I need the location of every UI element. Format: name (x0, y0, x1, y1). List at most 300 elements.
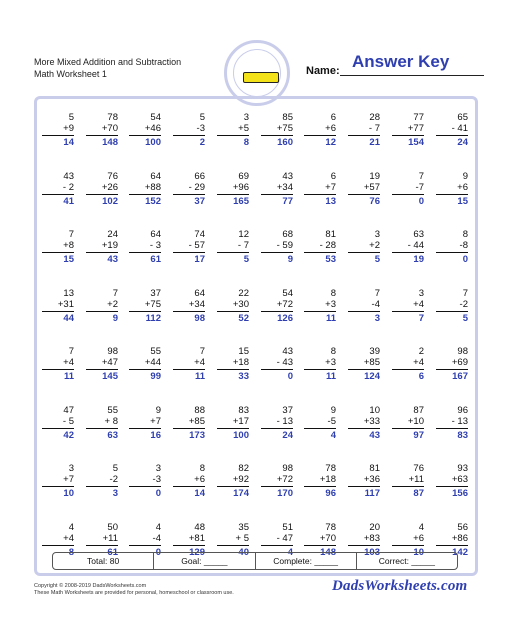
problem-answer: 0 (418, 195, 424, 207)
copyright-line-1: Copyright © 2008-2019 DadsWorksheets.com (34, 583, 147, 589)
problem-top-number: 87 (413, 404, 424, 416)
problem-top-number: 6 (330, 112, 336, 123)
problem-answer: 13 (325, 195, 336, 207)
problem-top-number: 63 (413, 229, 424, 240)
problem-top-number: 8 (199, 463, 205, 474)
problem-answer: 11 (325, 371, 336, 382)
problem-answer: 10 (63, 488, 74, 499)
problem-operand: - 5 (62, 415, 74, 427)
problem-rule (348, 194, 380, 195)
problem-top-number: 98 (282, 463, 293, 474)
problem-operand: +7 (150, 415, 161, 427)
problem-answer: 3 (374, 312, 380, 324)
problem-operand: +4 (413, 357, 424, 368)
problem-top-number: 7 (112, 287, 118, 299)
problem-answer: 87 (413, 488, 424, 499)
problem-rule (129, 486, 161, 487)
problem-answer: 52 (238, 312, 249, 324)
problem-rule (42, 428, 74, 429)
problem-answer: 129 (189, 546, 205, 558)
problem-rule (173, 369, 205, 370)
problem-operand: +6 (457, 181, 468, 193)
problem-top-number: 65 (457, 112, 468, 123)
problem-answer: 15 (63, 254, 74, 265)
problem-answer: 43 (369, 429, 380, 441)
math-problem (169, 229, 205, 265)
problem-operand: +34 (276, 181, 293, 193)
math-problem (125, 229, 161, 265)
math-problem (432, 463, 468, 499)
problem-operand: +34 (188, 298, 205, 310)
problem-operand: +18 (319, 474, 336, 485)
math-problem (344, 288, 380, 324)
math-problem (213, 171, 249, 207)
problem-rule (348, 252, 380, 253)
math-problem (344, 463, 380, 499)
problem-top-number: 9 (462, 170, 468, 182)
problem-operand: +33 (363, 415, 380, 427)
problem-rule (129, 545, 161, 546)
problem-operand: +70 (101, 123, 118, 134)
problem-operand: +47 (101, 357, 118, 368)
problem-operand: +17 (232, 415, 249, 427)
problem-operand: +30 (232, 298, 249, 310)
problem-operand: +96 (232, 181, 249, 193)
problem-rule (304, 486, 336, 487)
problem-rule (42, 545, 74, 546)
problem-answer: 102 (102, 195, 118, 207)
problem-rule (392, 486, 424, 487)
worksheet-title (34, 56, 181, 80)
math-problem (82, 463, 118, 499)
problem-answer: 2 (199, 137, 205, 148)
dadsworksheets-logo: DadsWorksheets.com (332, 578, 468, 594)
math-problem (257, 463, 293, 499)
problem-answer: 40 (238, 546, 249, 558)
math-problem (125, 112, 161, 148)
problem-top-number: 19 (369, 170, 380, 182)
problem-answer: 100 (233, 429, 249, 441)
problem-rule (304, 545, 336, 546)
problem-answer: 8 (68, 546, 74, 558)
problem-operand: +70 (319, 532, 336, 544)
math-problem (125, 346, 161, 382)
problem-top-number: 69 (238, 170, 249, 182)
correct-field: Correct: _____ (378, 556, 435, 566)
problem-top-number: 55 (107, 404, 118, 416)
problem-top-number: 8 (462, 229, 468, 240)
math-problem (388, 171, 424, 207)
problem-answer: 77 (282, 195, 293, 207)
problem-top-number: 55 (150, 346, 161, 357)
problem-answer: 0 (155, 546, 161, 558)
problem-answer: 10 (413, 546, 424, 558)
problem-answer: 103 (364, 546, 380, 558)
problem-answer: 156 (452, 488, 468, 499)
problem-answer: 148 (102, 137, 118, 148)
problem-operand: +7 (325, 181, 336, 193)
problem-rule (348, 486, 380, 487)
problem-rule (392, 194, 424, 195)
problem-rule (86, 486, 118, 487)
problem-top-number: 98 (107, 346, 118, 357)
problem-operand: +6 (194, 474, 205, 485)
math-problem (257, 405, 293, 441)
math-problem (169, 346, 205, 382)
math-problem (388, 405, 424, 441)
problem-answer: 21 (369, 137, 380, 148)
problem-rule (217, 135, 249, 136)
math-problem (388, 288, 424, 324)
math-problem (300, 405, 336, 441)
problem-top-number: 43 (63, 170, 74, 182)
problem-operand: -2 (459, 298, 468, 310)
problem-rule (261, 252, 293, 253)
name-label: Name: (306, 65, 340, 77)
problem-answer: 37 (194, 195, 205, 207)
problem-operand: +83 (363, 532, 380, 544)
problem-operand: +9 (63, 123, 74, 134)
problem-rule (42, 369, 74, 370)
problem-rule (173, 194, 205, 195)
total-field: Total: 80 (53, 553, 154, 569)
math-problem (82, 171, 118, 207)
math-problem (300, 288, 336, 324)
math-problem (82, 405, 118, 441)
problem-rule (436, 311, 468, 312)
math-problem (38, 112, 74, 148)
problem-top-number: 64 (150, 229, 161, 240)
problem-top-number: 64 (150, 170, 161, 182)
problem-rule (348, 428, 380, 429)
math-problem (38, 288, 74, 324)
math-problem (257, 112, 293, 148)
problem-rule (217, 194, 249, 195)
problem-top-number: 74 (194, 229, 205, 240)
problem-rule (348, 311, 380, 312)
problem-top-number: 7 (374, 287, 380, 299)
problem-top-number: 20 (369, 521, 380, 533)
problem-rule (129, 135, 161, 136)
problem-answer: 9 (112, 312, 118, 324)
problem-rule (86, 545, 118, 546)
problem-operand: +86 (451, 532, 468, 544)
math-problem (432, 112, 468, 148)
problem-top-number: 96 (457, 404, 468, 416)
problem-rule (86, 252, 118, 253)
problem-answer: 0 (462, 254, 468, 265)
problem-operand: -5 (327, 415, 336, 427)
problem-operand: - 41 (451, 123, 468, 134)
problem-answer: 173 (189, 429, 205, 441)
problem-operand: - 29 (188, 181, 205, 193)
problem-rule (86, 194, 118, 195)
math-problem (82, 229, 118, 265)
problem-answer: 126 (277, 312, 293, 324)
problem-row (38, 112, 474, 171)
problem-operand: +3 (325, 357, 336, 368)
problem-top-number: 6 (330, 170, 336, 182)
problem-top-number: 10 (369, 404, 380, 416)
math-problem (169, 112, 205, 148)
complete-field: Complete: _____ (256, 553, 357, 569)
problem-top-number: 4 (68, 521, 74, 533)
problem-rule (173, 545, 205, 546)
math-problem (38, 229, 74, 265)
problem-answer: 170 (277, 488, 293, 499)
problem-top-number: 15 (238, 346, 249, 357)
math-problem (38, 463, 74, 499)
problem-operand: - 59 (276, 240, 293, 251)
problem-row (38, 171, 474, 230)
math-problem (125, 463, 161, 499)
problem-operand: +11 (408, 474, 424, 485)
problem-top-number: 22 (238, 287, 249, 299)
problem-rule (129, 252, 161, 253)
score-footer (52, 552, 458, 570)
problem-rule (173, 135, 205, 136)
problem-operand: -2 (109, 474, 118, 485)
problem-rule (304, 311, 336, 312)
math-problem (257, 288, 293, 324)
problem-operand: +6 (413, 532, 424, 544)
problem-operand: +4 (194, 357, 205, 368)
problem-top-number: 2 (418, 346, 424, 357)
problem-top-number: 3 (243, 112, 249, 123)
problem-rule (392, 545, 424, 546)
problem-rule (304, 369, 336, 370)
problem-answer: 0 (287, 371, 293, 382)
problem-operand: +10 (407, 415, 424, 427)
problem-answer: 24 (282, 429, 293, 441)
problem-operand: +63 (451, 474, 468, 485)
problem-answer: 98 (194, 312, 205, 324)
problem-rule (392, 311, 424, 312)
problem-operand: +19 (101, 240, 118, 251)
problem-operand: +72 (276, 298, 293, 310)
problem-rule (86, 428, 118, 429)
answer-key-label: Answer Key (352, 52, 450, 71)
math-problem (344, 112, 380, 148)
math-problem (169, 288, 205, 324)
problem-operand: +85 (363, 357, 380, 368)
math-problem (213, 112, 249, 148)
problem-answer: 24 (457, 137, 468, 148)
problem-operand: +72 (276, 474, 293, 485)
math-problem (213, 288, 249, 324)
problem-top-number: 7 (68, 229, 74, 240)
problem-answer: 174 (233, 488, 249, 499)
math-problem (82, 288, 118, 324)
problem-operand: +31 (57, 298, 74, 310)
problem-top-number: 83 (238, 404, 249, 416)
title-line-2: Math Worksheet 1 (34, 69, 107, 79)
problem-operand: +81 (188, 532, 205, 544)
problem-answer: 11 (63, 371, 74, 382)
problem-top-number: 76 (107, 170, 118, 182)
problem-answer: 76 (369, 195, 380, 207)
problem-top-number: 13 (63, 287, 74, 299)
problem-top-number: 81 (325, 229, 336, 240)
problem-operand: +4 (63, 532, 74, 544)
problem-top-number: 8 (330, 346, 336, 357)
math-problem (300, 171, 336, 207)
math-problem (169, 405, 205, 441)
problem-answer: 8 (243, 137, 249, 148)
problem-top-number: 78 (325, 463, 336, 474)
problem-top-number: 56 (457, 521, 468, 533)
problem-operand: +2 (369, 240, 380, 251)
problem-top-number: 5 (112, 463, 118, 474)
problem-top-number: 7 (418, 170, 424, 182)
problem-top-number: 37 (150, 287, 161, 299)
problem-answer: 124 (364, 371, 380, 382)
problem-rule (436, 194, 468, 195)
problem-operand: +57 (363, 181, 380, 193)
math-problem (300, 229, 336, 265)
problem-rule (436, 428, 468, 429)
problem-rule (86, 369, 118, 370)
problem-rule (86, 311, 118, 312)
problem-answer: 17 (194, 254, 205, 265)
math-problem (432, 288, 468, 324)
problem-rule (392, 252, 424, 253)
problem-grid (38, 112, 474, 580)
problem-rule (42, 252, 74, 253)
name-line (340, 75, 484, 76)
problem-operand: +88 (144, 181, 161, 193)
problem-top-number: 43 (282, 170, 293, 182)
math-problem (213, 229, 249, 265)
problem-top-number: 28 (369, 112, 380, 123)
goal-field: Goal: _____ (154, 553, 255, 569)
problem-operand: +75 (276, 123, 293, 134)
problem-operand: - 13 (276, 415, 293, 427)
problem-answer: 9 (287, 254, 293, 265)
problem-rule (261, 311, 293, 312)
problem-answer: 154 (408, 137, 424, 148)
problem-operand: +26 (101, 181, 118, 193)
problem-operand: - 47 (276, 532, 293, 544)
problem-operand: -3 (196, 123, 205, 134)
problem-operand: - 43 (276, 357, 293, 368)
problem-rule (129, 194, 161, 195)
problem-rule (392, 369, 424, 370)
problem-answer: 96 (325, 488, 336, 499)
problem-top-number: 7 (68, 346, 74, 357)
problem-row (38, 405, 474, 464)
problem-rule (217, 486, 249, 487)
problem-top-number: 24 (107, 229, 118, 240)
copyright (34, 583, 234, 597)
math-problem (213, 463, 249, 499)
problem-operand: +44 (144, 357, 161, 368)
problem-top-number: 5 (68, 112, 74, 123)
problem-answer: 33 (238, 371, 249, 382)
problem-top-number: 9 (155, 404, 161, 416)
problem-top-number: 76 (413, 463, 424, 474)
problem-answer: 15 (457, 195, 468, 207)
problem-operand: +2 (107, 298, 118, 310)
problem-rule (129, 369, 161, 370)
problem-operand: - 28 (319, 240, 336, 251)
math-problem (300, 112, 336, 148)
problem-row (38, 463, 474, 522)
problem-answer: 0 (155, 488, 161, 499)
math-problem (344, 405, 380, 441)
problem-answer: 4 (287, 546, 293, 558)
problem-operand: - 13 (451, 415, 468, 427)
problem-top-number: 43 (282, 346, 293, 357)
problem-operand: +69 (451, 357, 468, 368)
problem-rule (42, 135, 74, 136)
problem-top-number: 47 (63, 404, 74, 416)
problem-operand: + 5 (235, 532, 249, 544)
problem-operand: +4 (413, 298, 424, 310)
math-problem (388, 346, 424, 382)
problem-rule (129, 311, 161, 312)
math-problem (300, 346, 336, 382)
problem-top-number: 3 (155, 463, 161, 474)
problem-top-number: 4 (155, 521, 161, 533)
math-problem (344, 229, 380, 265)
problem-rule (348, 369, 380, 370)
problem-top-number: 7 (199, 346, 205, 357)
math-problem (432, 229, 468, 265)
problem-top-number: 98 (457, 346, 468, 357)
problem-answer: 145 (102, 371, 118, 382)
problem-rule (261, 369, 293, 370)
problem-answer: 5 (462, 312, 468, 324)
problem-top-number: 81 (369, 463, 380, 474)
problem-rule (392, 135, 424, 136)
problem-rule (86, 135, 118, 136)
problem-operand: +75 (144, 298, 161, 310)
math-problem (432, 346, 468, 382)
problem-top-number: 3 (418, 287, 424, 299)
problem-top-number: 9 (330, 404, 336, 416)
math-problem (125, 171, 161, 207)
problem-answer: 99 (150, 371, 161, 382)
problem-answer: 61 (107, 546, 118, 558)
problem-operand: +5 (238, 123, 249, 134)
problem-operand: -7 (415, 181, 424, 193)
problem-answer: 83 (457, 429, 468, 441)
problem-rule (173, 428, 205, 429)
problem-answer: 152 (145, 195, 161, 207)
math-problem (38, 346, 74, 382)
problem-answer: 16 (150, 429, 161, 441)
math-problem (388, 463, 424, 499)
problem-rule (42, 194, 74, 195)
problem-row (38, 288, 474, 347)
problem-answer: 7 (418, 312, 424, 324)
problem-top-number: 64 (194, 287, 205, 299)
problem-answer: 14 (194, 488, 205, 499)
math-problem (82, 112, 118, 148)
problem-rule (348, 545, 380, 546)
problem-row (38, 229, 474, 288)
problem-answer: 97 (413, 429, 424, 441)
problem-answer: 142 (452, 546, 468, 558)
problem-rule (261, 428, 293, 429)
problem-top-number: 8 (330, 287, 336, 299)
problem-answer: 167 (452, 371, 468, 382)
problem-operand: - 3 (149, 240, 161, 251)
problem-top-number: 51 (282, 521, 293, 533)
problem-operand: +7 (63, 474, 74, 485)
problem-answer: 112 (145, 312, 161, 324)
